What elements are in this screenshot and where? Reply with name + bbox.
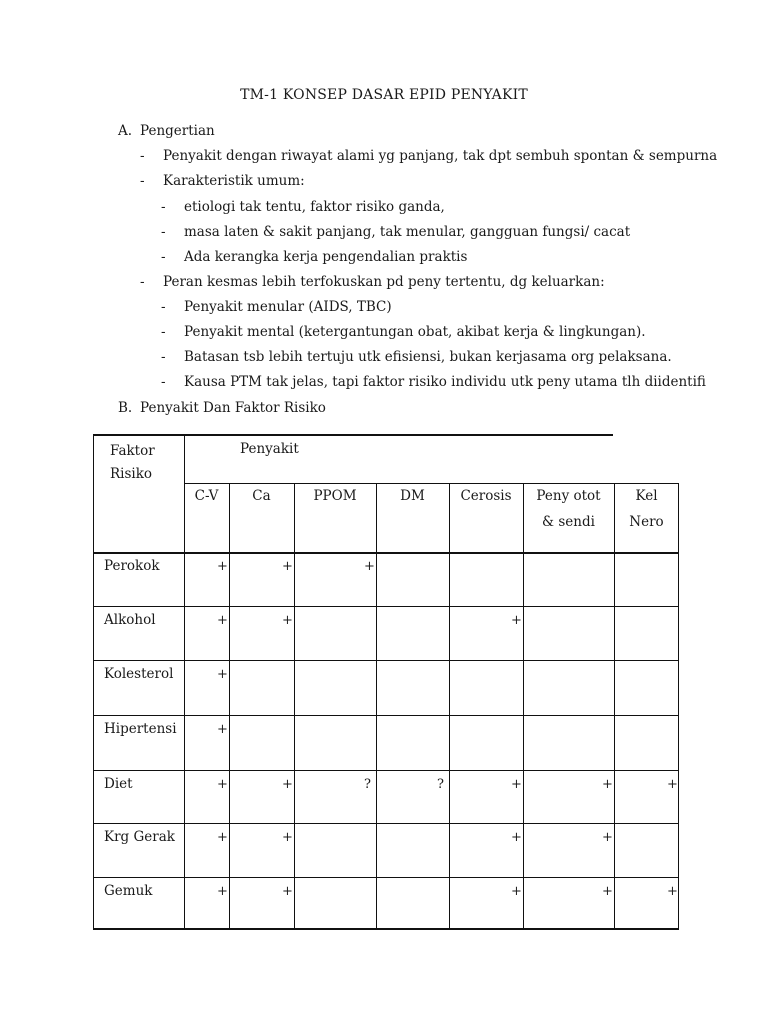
list-marker: - <box>161 299 166 315</box>
cell-mark: + <box>602 777 613 792</box>
cell-mark: + <box>282 830 293 845</box>
row-label: Diet <box>104 776 133 792</box>
cell-mark: + <box>602 884 613 899</box>
cell-mark: + <box>217 613 228 628</box>
list-marker: - <box>161 349 166 365</box>
cell-mark: ? <box>437 777 444 792</box>
cell-mark: + <box>511 777 522 792</box>
table-border-top <box>93 434 613 436</box>
list-marker: - <box>140 148 145 164</box>
column-header: PPOM <box>313 488 357 504</box>
column-header: Ca <box>252 488 271 504</box>
table-border-right <box>678 483 679 929</box>
sub-list-item-text: Batasan tsb lebih tertuju utk efisiensi, bukan kerjasama org pelaksana. <box>184 349 672 365</box>
cell-mark: + <box>217 830 228 845</box>
list-marker: - <box>161 374 166 390</box>
table-border-bottom <box>93 928 679 930</box>
sub-list-item-text: etiologi tak tentu, faktor risiko ganda, <box>184 199 445 215</box>
document-title: TM-1 KONSEP DASAR EPID PENYAKIT <box>240 87 528 103</box>
cell-mark: + <box>217 559 228 574</box>
row-divider <box>93 715 679 716</box>
row-divider <box>93 660 679 661</box>
column-divider <box>294 483 295 929</box>
list-marker: - <box>161 249 166 265</box>
cell-mark: + <box>511 613 522 628</box>
corner-header-line: Risiko <box>110 466 153 482</box>
column-header: DM <box>400 488 425 504</box>
sub-list-item-text: Penyakit mental (ketergantungan obat, akibat kerja & lingkungan). <box>184 324 646 340</box>
cell-mark: + <box>511 830 522 845</box>
table-border-left <box>93 434 94 929</box>
section-heading: Penyakit Dan Faktor Risiko <box>140 400 326 416</box>
cell-mark: + <box>217 884 228 899</box>
column-divider <box>229 483 230 929</box>
sub-list-item-text: Ada kerangka kerja pengendalian praktis <box>184 249 468 265</box>
cell-mark: + <box>667 777 678 792</box>
section-marker: A. <box>118 123 133 139</box>
corner-header-line: Faktor <box>110 443 155 459</box>
cell-mark: + <box>282 559 293 574</box>
row-label: Hipertensi <box>104 721 177 737</box>
column-divider <box>523 483 524 929</box>
row-label: Gemuk <box>104 883 153 899</box>
sub-list-item-text: Kausa PTM tak jelas, tapi faktor risiko individu utk peny utama tlh diidentifi <box>184 374 706 390</box>
column-header: Nero <box>629 514 664 530</box>
column-header: Kel <box>635 488 658 504</box>
section-marker: B. <box>118 400 133 416</box>
cell-mark: + <box>364 559 375 574</box>
column-divider <box>376 483 377 929</box>
risk-factor-table <box>93 434 679 929</box>
group-header: Penyakit <box>240 441 299 457</box>
row-label: Kolesterol <box>104 666 174 682</box>
sub-list-item-text: Penyakit menular (AIDS, TBC) <box>184 299 392 315</box>
list-item-text: Penyakit dengan riwayat alami yg panjang, tak dpt sembuh spontan & sempurna <box>163 148 718 164</box>
cell-mark: + <box>217 722 228 737</box>
cell-mark: + <box>282 884 293 899</box>
cell-mark: + <box>217 777 228 792</box>
list-marker: - <box>161 324 166 340</box>
column-header: Cerosis <box>460 488 512 504</box>
row-divider <box>93 823 679 824</box>
sub-list-item-text: masa laten & sakit panjang, tak menular, gangguan fungsi/ cacat <box>184 224 631 240</box>
list-marker: - <box>140 173 145 189</box>
list-marker: - <box>161 199 166 215</box>
row-divider <box>93 606 679 607</box>
list-marker: - <box>161 224 166 240</box>
cell-mark: + <box>511 884 522 899</box>
row-divider <box>93 770 679 771</box>
section-heading: Pengertian <box>140 123 215 139</box>
row-label: Krg Gerak <box>104 829 175 845</box>
list-item-text: Peran kesmas lebih terfokuskan pd peny tertentu, dg keluarkan: <box>163 274 605 290</box>
row-divider <box>93 877 679 878</box>
cell-mark: + <box>282 613 293 628</box>
column-divider <box>449 483 450 929</box>
row-divider <box>93 552 679 554</box>
cell-mark: ? <box>364 777 371 792</box>
cell-mark: + <box>217 667 228 682</box>
column-header: & sendi <box>542 514 595 530</box>
column-header: C-V <box>194 488 219 504</box>
list-item-text: Karakteristik umum: <box>163 173 305 189</box>
row-label: Alkohol <box>104 612 156 628</box>
column-divider <box>614 483 615 929</box>
cell-mark: + <box>282 777 293 792</box>
cell-mark: + <box>602 830 613 845</box>
column-header: Peny otot <box>536 488 601 504</box>
row-label: Perokok <box>104 558 160 574</box>
list-marker: - <box>140 274 145 290</box>
cell-mark: + <box>667 884 678 899</box>
